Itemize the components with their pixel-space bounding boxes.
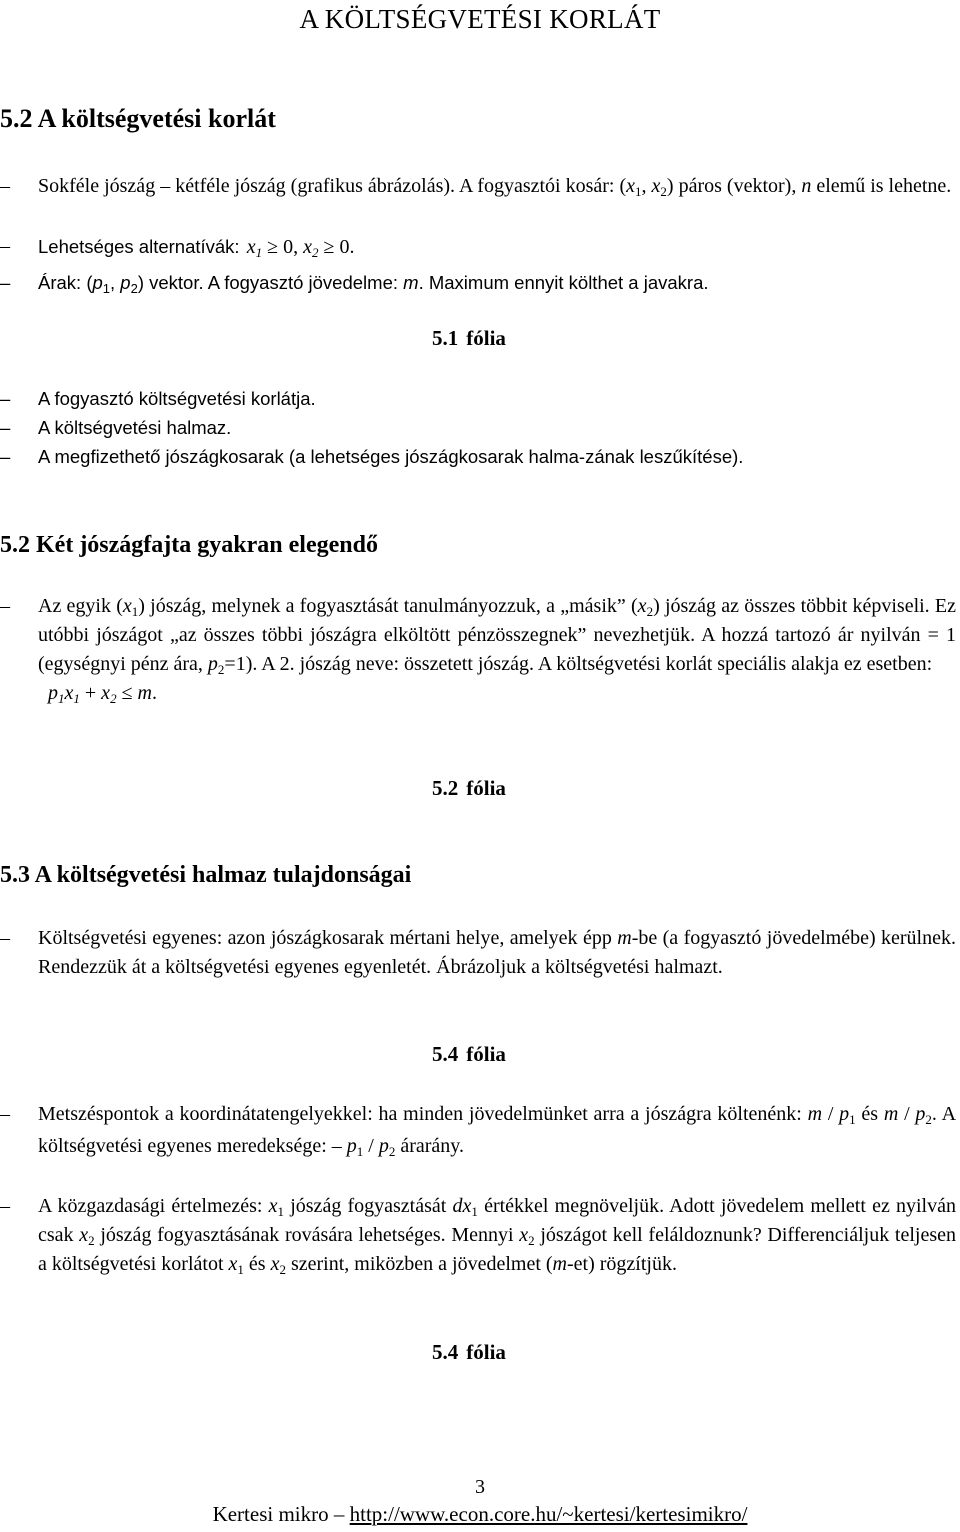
text: ≥ 0,: [262, 236, 304, 258]
sub: 2: [311, 245, 319, 260]
folia-label-5-1: [432, 326, 506, 351]
var: p: [207, 653, 218, 675]
var: x: [651, 175, 661, 197]
bullet-dash: –: [0, 1103, 10, 1125]
var: m: [552, 1253, 567, 1275]
sub: 1: [255, 245, 263, 260]
text: . A költségvetési egyenes meredeksége:: [38, 1103, 957, 1157]
list-item: [0, 172, 956, 201]
folia-word: fólia: [466, 1340, 506, 1364]
sub: 1: [58, 691, 65, 706]
sub: 2: [925, 1112, 932, 1127]
var: p: [48, 682, 58, 704]
text: ) vektor. A fogyasztó jövedelme:: [137, 272, 404, 293]
bullet-dash: –: [0, 175, 10, 197]
text: szerint, miközben a jövedelmet (: [285, 1253, 553, 1275]
var: m: [883, 1103, 899, 1125]
section-heading-5-2: 5.2 A költségvetési korlát: [0, 104, 276, 133]
folia-label-5-2: [432, 776, 506, 801]
text: jószágot kell feláldoznunk? Differenciáljuk teljesen a költségvetési korlátot: [38, 1224, 956, 1275]
folia-label-5-3: [432, 1042, 506, 1067]
text: árarány.: [395, 1135, 464, 1157]
text: és: [855, 1103, 884, 1125]
text: Sokféle jószág – kétféle jószág (grafikus ábrázolás). A fogyasztói kosár: (: [38, 175, 627, 197]
text: jószág fogyasztásának rovására lehetséges. Mennyi: [94, 1224, 520, 1246]
sub: 1: [471, 1204, 478, 1219]
sub: 1: [73, 691, 80, 706]
var: x: [246, 236, 256, 258]
text: -be (a fogyasztó jövedelmébe) kerülnek. Rendezzük át a költségvetési egyenes egyenletét. Ábrázoljuk a költségvetési halmazt.: [38, 927, 956, 978]
sub: 1: [131, 604, 139, 619]
list-item: [0, 232, 956, 262]
sub: 1: [849, 1112, 856, 1127]
text: jószág fogyasztását: [284, 1195, 453, 1217]
sub: 1: [277, 1204, 285, 1219]
text: ,: [110, 272, 121, 293]
var: n: [801, 175, 812, 197]
text: elemű is lehetne.: [811, 175, 952, 197]
text: A megfizethető jószágkosarak (a lehetséges jószágkosarak halma-zának leszűkítése).: [38, 446, 744, 467]
var: m: [617, 927, 632, 949]
sub: 2: [110, 691, 117, 706]
list-item: [0, 442, 956, 471]
text: A költségvetési halmaz.: [38, 417, 232, 438]
constraint-formula: [247, 233, 355, 262]
var: x: [228, 1253, 238, 1275]
text: A fogyasztó költségvetési korlátja.: [38, 388, 316, 409]
bullet-dash: –: [0, 1195, 10, 1217]
text: ) jószág az összes többit képviseli. Ez utóbbi jószágot „az összes többi jószágra elköltött pénzösszegnek” nevezhetjük. A hozzá tartozó ár nyilván = 1 (egységnyi pénz ára,: [38, 595, 956, 675]
text: A közgazdasági értelmezés:: [38, 1195, 269, 1217]
var: p: [92, 272, 103, 293]
var: m: [807, 1103, 823, 1125]
text: .: [152, 682, 157, 704]
folia-word: fólia: [466, 776, 506, 800]
text: Árak: (: [38, 272, 93, 293]
sub: 2: [388, 1144, 396, 1159]
folia-word: fólia: [466, 326, 506, 350]
text: ≤: [116, 682, 138, 704]
list-item: [0, 413, 956, 442]
folia-word: fólia: [466, 1042, 506, 1066]
list-item: [0, 592, 956, 708]
var: x: [303, 236, 312, 258]
text: ) páros (vektor),: [666, 175, 802, 197]
var: dx: [452, 1195, 472, 1217]
bullet-dash: –: [0, 595, 10, 617]
text: =1). A 2. jószág neve: összetett jószág. A költségvetési korlát speciális alakja ez esetben:: [224, 653, 933, 675]
sub: 2: [646, 604, 654, 619]
var: p: [915, 1103, 926, 1125]
var: m: [403, 272, 419, 293]
text: Költségvetési egyenes: azon jószágkosarak mértani helye, amelyek épp: [38, 927, 618, 949]
var: x: [101, 682, 111, 704]
list-item: [0, 1098, 956, 1162]
list-item: [0, 268, 956, 297]
var: p: [378, 1135, 389, 1157]
text: /: [363, 1135, 379, 1157]
sub: 1: [635, 184, 642, 199]
text: ≥ 0.: [318, 236, 355, 258]
text: ,: [641, 175, 652, 197]
page-title: A KÖLTSÉGVETÉSI KORLÁT: [299, 4, 661, 34]
folia-number: 5.2: [432, 776, 459, 800]
budget-equation: [48, 679, 956, 708]
text: /: [898, 1103, 916, 1125]
folia-number: 5.4: [432, 1042, 459, 1066]
var: x: [122, 595, 132, 617]
sub: 2: [88, 1233, 95, 1248]
bullet-dash: –: [0, 417, 11, 438]
var: x: [637, 595, 647, 617]
page-number: 3: [475, 1476, 485, 1498]
text: értékkel megnöveljük. Adott jövedelem mellett ez nyilván csak: [38, 1195, 956, 1246]
text: Metszéspontok a koordinátatengelyekkel: ha minden jövedelmünket arra a jószágra költenénk:: [38, 1103, 808, 1125]
text: ) jószág, melynek a fogyasztását tanulmányozzuk, a „másik” (: [138, 595, 638, 617]
sub: 1: [102, 281, 111, 296]
sub: 2: [528, 1233, 535, 1248]
text: -et) rögzítjük.: [567, 1253, 677, 1275]
text: . Maximum ennyit költhet a javakra.: [418, 272, 709, 293]
var: x: [64, 682, 74, 704]
footer-text: Kertesi mikro –: [212, 1502, 350, 1526]
var: p: [120, 272, 131, 293]
var: x: [270, 1253, 280, 1275]
sub: 2: [130, 281, 138, 296]
var: x: [519, 1224, 529, 1246]
bullet-dash: –: [0, 446, 11, 467]
sub: 2: [217, 662, 225, 677]
text: +: [79, 682, 102, 704]
list-item: [0, 1192, 956, 1279]
bullet-dash: –: [0, 235, 10, 257]
folia-number: 5.1: [432, 326, 459, 350]
sub: 2: [279, 1262, 286, 1277]
bullet-dash: –: [0, 927, 10, 949]
bullet-dash: –: [0, 388, 11, 409]
text: –: [331, 1135, 347, 1157]
list-item: [0, 924, 956, 982]
sub: 1: [237, 1262, 244, 1277]
var: x: [79, 1224, 89, 1246]
folia-number: 5.4: [432, 1340, 459, 1364]
folia-label-5-4: [432, 1340, 506, 1365]
footer-link[interactable]: http://www.econ.core.hu/~kertesi/kertesimikro/: [349, 1502, 748, 1526]
section-heading-5-2b: 5.2 Két jószágfajta gyakran elegendő: [0, 532, 378, 558]
text: /: [822, 1103, 840, 1125]
sub: 2: [660, 184, 667, 199]
var: p: [346, 1135, 357, 1157]
sub: 1: [356, 1144, 364, 1159]
text: és: [243, 1253, 271, 1275]
text: Lehetséges alternatívák:: [38, 236, 245, 257]
footer: [0, 1502, 960, 1527]
var: m: [137, 682, 152, 704]
list-item: [0, 384, 956, 413]
text: Az egyik (: [38, 595, 123, 617]
var: p: [839, 1103, 850, 1125]
section-heading-5-3: 5.3 A költségvetési halmaz tulajdonságai: [0, 862, 412, 888]
bullet-dash: –: [0, 272, 11, 293]
var: x: [626, 175, 636, 197]
var: x: [268, 1195, 278, 1217]
